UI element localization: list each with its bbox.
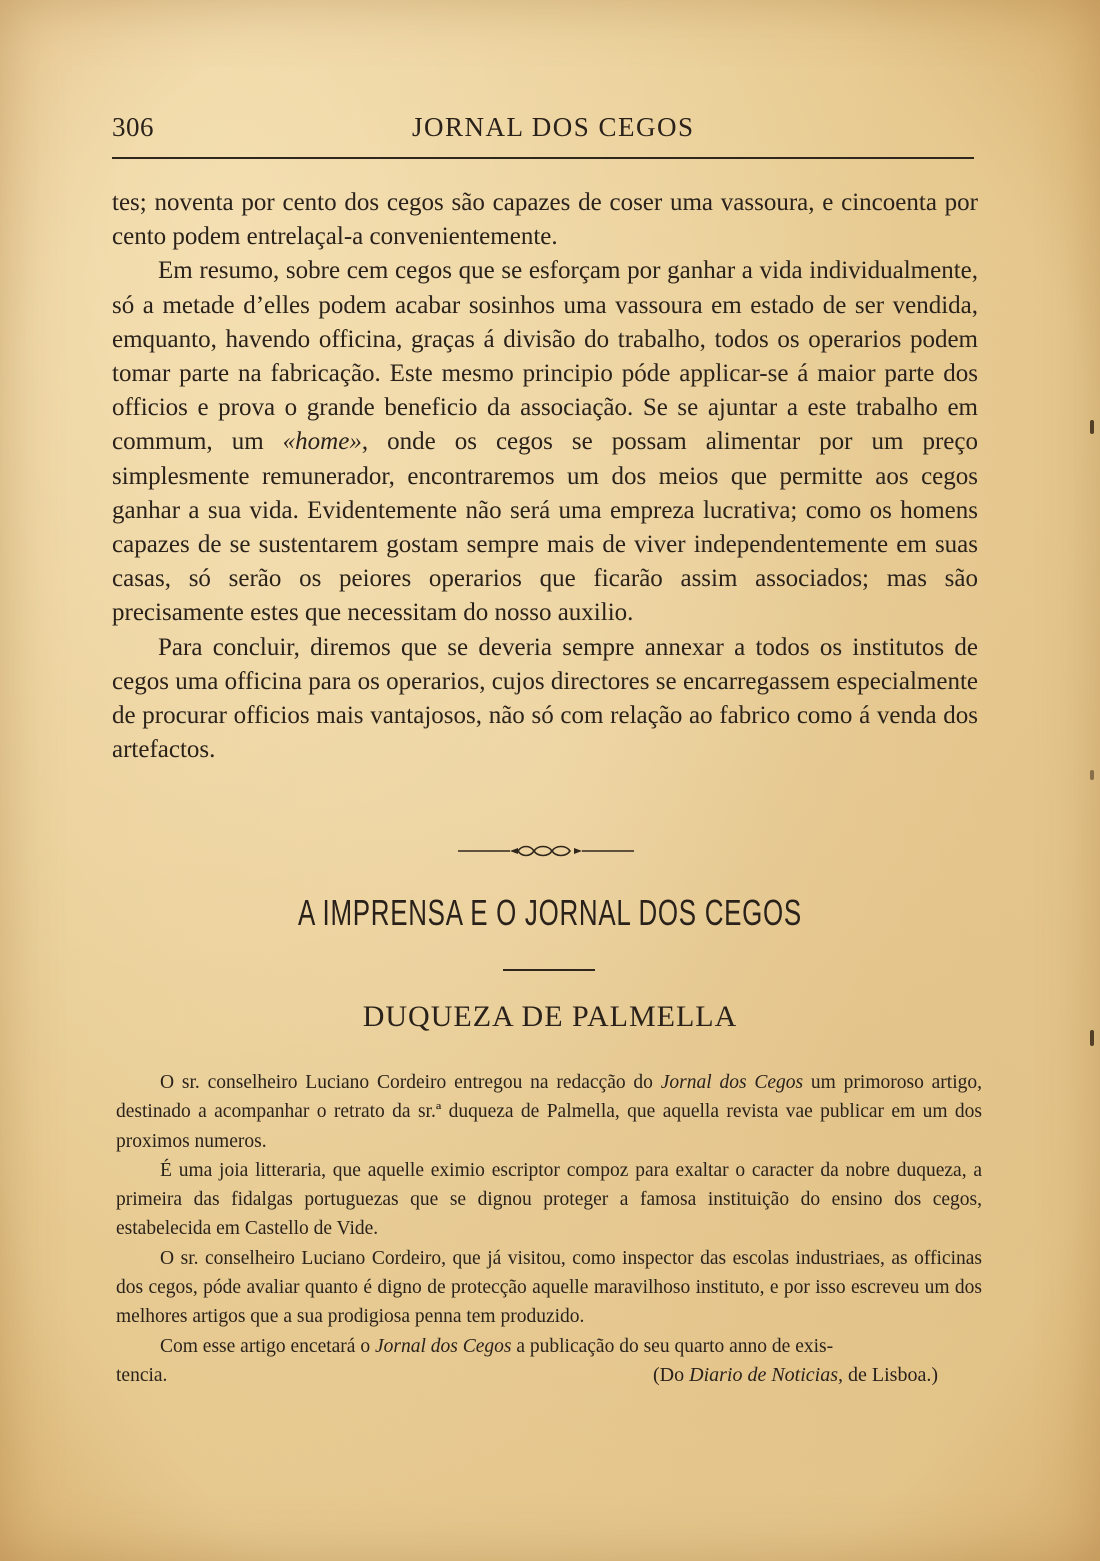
page-header — [112, 112, 974, 152]
article-paragraph-2: É uma joia litteraria, que aquelle eximio escriptor compoz para exaltar o caracter da nobre duqueza, a primeira das fidalgas portuguezas que se dignou proteger a famosa instituição do ensino dos cegos, estabelecida em Castello de Vide. — [116, 1159, 982, 1240]
page-number: 306 — [112, 112, 154, 142]
source-prefix: (Do — [653, 1363, 690, 1386]
article-last-line — [116, 1361, 982, 1390]
palmella-article — [116, 1068, 982, 1390]
edge-stain — [1090, 420, 1094, 434]
article-p1-text-b: um primoroso artigo, destinado a acompanhar o retrato da sr.ª duqueza de Palmella, que aquella revista vae publicar em um dos proximos numeros. — [116, 1072, 982, 1152]
article-p4-text-b: a publicação do seu quarto anno de exis- — [511, 1335, 834, 1357]
article-paragraph-4 — [116, 1332, 982, 1361]
home-italic: «home» — [282, 428, 362, 456]
article-continuation — [112, 186, 978, 767]
paragraph-3: Para concluir, diremos que se deveria sempre annexar a todos os institutos de cegos uma officina para os operarios, cujos directores se encarregassem especialmente de procurar officios mais vantajosos, não só com relação ao fabrico como á venda dos artefactos. — [112, 633, 978, 764]
source-newspaper-italic: Diario de Noticias, — [689, 1363, 844, 1386]
title-rule — [503, 969, 595, 971]
article-p1-text-a: O sr. conselheiro Luciano Cordeiro entregou na redacção do — [160, 1072, 661, 1093]
section-subtitle: DUQUEZA DE PALMELLA — [362, 1000, 738, 1033]
source-suffix: de Lisboa.) — [843, 1363, 938, 1386]
source-credit — [653, 1361, 982, 1390]
paragraph-2 — [112, 254, 978, 630]
running-title: JORNAL DOS CEGOS — [412, 112, 695, 142]
paragraph-1: tes; noventa por cento dos cegos são capazes de coser uma vassoura, e cincoenta por cento podem entrelaçal-a convenientemente. — [112, 189, 978, 251]
article-p4-end: tencia. — [116, 1364, 168, 1386]
journal-name-italic: Jornal dos Cegos — [660, 1072, 804, 1093]
header-rule — [112, 157, 974, 159]
section-title: A IMPRENSA E O JORNAL DOS CEGOS — [298, 892, 802, 933]
journal-name-italic-2: Jornal dos Cegos — [374, 1335, 512, 1357]
article-paragraph-1 — [116, 1068, 982, 1156]
paragraph-2-text-b: , onde os cegos se possam alimentar por um preço simplesmente remunerador, encontraremos um dos meios que permitte aos cegos ganhar a sua vida. Evidentemente não será uma empreza lucrativa; como os homens capazes de se sustentarem gostam sempre mais de viver independentemente em suas casas, só serão os peiores operarios que ficarão assim associados; mas são precisamente estes que necessitam do nosso auxilio. — [112, 428, 978, 627]
edge-stain — [1090, 770, 1094, 780]
section-ornament — [458, 839, 634, 863]
article-paragraph-3: O sr. conselheiro Luciano Cordeiro, que já visitou, como inspector das escolas industriaes, as officinas dos cegos, póde avaliar quanto é digno de protecção aquelle maravilhoso instituto, e por isso escreveu um dos melhores artigos que a sua prodigiosa penna tem produzido. — [116, 1247, 982, 1328]
article-p4-text-a: Com esse artigo encetará o — [160, 1335, 375, 1357]
paragraph-2-text-a: Em resumo, sobre cem cegos que se esforçam por ganhar a vida individualmente, só a metade d’elles podem acabar sosinhos uma vassoura em estado de ser vendida, emquanto, havendo officina, graças á divisão do trabalho, todos os operarios podem tomar parte na fabricação. Este mesmo principio póde applicar-se á maior parte dos officios e prova o grande beneficio da associação. Se se ajuntar a este trabalho em commum, um — [112, 257, 978, 456]
edge-stain — [1090, 1030, 1094, 1046]
